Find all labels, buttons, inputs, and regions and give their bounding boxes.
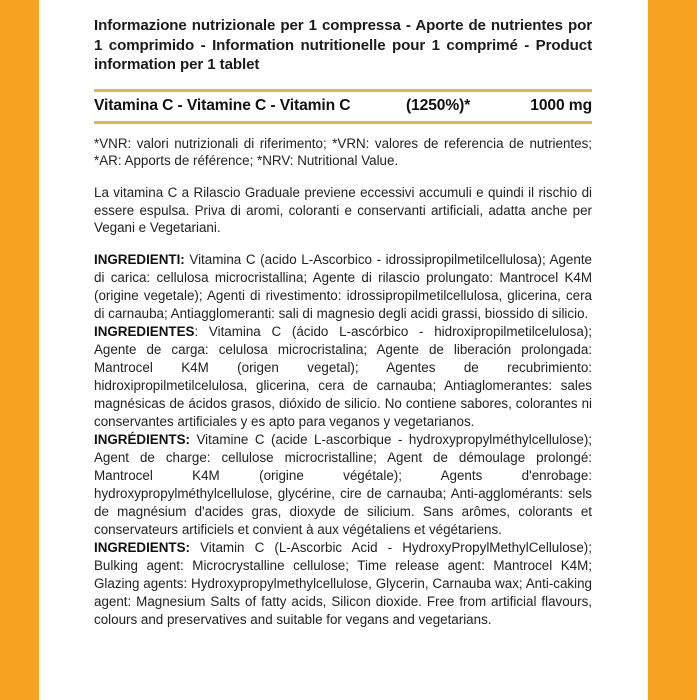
table-row (94, 97, 592, 115)
ingredients-label-spanish: INGREDIENTES (94, 324, 195, 340)
nutrient-percent-value: (1250%)* (406, 96, 471, 114)
reference-values-footnote: *VNR: valori nutrizionali di riferimento; *VRN: valores de referencia de nutrientes; *AR: Apports de référence; *NRV: Nutritional Value. (94, 135, 592, 169)
left-orange-band (0, 0, 39, 700)
nutrient-name: Vitamina C - Vitamine C - Vitamin C (94, 96, 351, 114)
ingredients-label-english: INGREDIENTS: (94, 540, 190, 556)
nutrient-table (94, 89, 592, 124)
ingredients-label-italian: INGREDIENTI: (94, 252, 185, 268)
page-title: Informazione nutrizionale per 1 compressa - Aporte de nutrientes por 1 comprimido - Information nutritionelle pour 1 comprimé - Product information per 1 tablet (94, 17, 592, 74)
nutrient-amount-value: 1000 mg (530, 96, 592, 114)
right-orange-band (648, 0, 697, 700)
product-description: La vitamina C a Rilascio Graduale previene eccessivi accumuli e quindi il rischio di essere espulsa. Priva di aromi, coloranti e conservanti artificiali, adatta anche per Vegani e Vegetariani. (94, 184, 592, 236)
ingredients-block-french (94, 431, 592, 538)
ingredients-section (94, 237, 592, 628)
ingredients-body-french: Vitamine C (acide L-ascorbique - hydroxypropylméthylcellulose); Agent de charge: cellulose microcristalline; Agent de démoulage prolongé: Mantrocel K4M (origine végétale); Agents d'enrobage: hydroxypropylméthylcellulose, glycérine, cire de carnauba; Anti-agglomérants: sels de magnésium d'acides gras, dioxyde de silicium. Sans arômes, colorants et conservateurs artificiels et convient à aux végétaliens et végétariens. (94, 432, 592, 537)
ingredients-body-spanish: : Vitamina C (ácido L-ascórbico - hidroxipropilmetilcelulosa); Agente de carga: celulosa microcristalina; Agente de liberación prolongada: Mantrocel K4M (origen vegetal); Agentes de recubrimiento: hidroxipropilmetilcelulosa, glicerina, cera de carnauba; Antiaglomerantes: sales magnésicas de ácidos grasos, dióxido de silicio. No contiene sabores, colorantes ni conservantes artificiales y es apto para veganos y vegetarianos. (94, 324, 592, 429)
ingredients-body-english: Vitamin C (L-Ascorbic Acid - HydroxyPropylMethylCellulose); Bulking agent: Microcrystalline cellulose; Time release agent: Mantrocel K4M; Glazing agents: Hydroxypropylmethylcellulose, Glycerin, Carnauba wax; Anti-caking agent: Magnesium Salts of fatty acids, Silicon dioxide. Free from artificial flavours, colours and preservatives and suitable for vegans and vegetarians. (94, 540, 592, 627)
ingredients-body-italian: Vitamina C (acido L-Ascorbico - idrossipropilmetilcellulosa); Agente di carica: cellulosa microcristallina; Agente di rilascio prolungato: Mantrocel K4M (origine vegetale); Agenti di rivestimento: idrossipropilmetilcellulosa, glicerina, cera di carnauba; Antiagglomeranti: sali di magnesio degli acidi grassi, biossido di silicio. (94, 252, 592, 321)
ingredients-block-english (94, 539, 592, 628)
ingredients-block-spanish (94, 323, 592, 430)
label-content (94, 0, 592, 700)
ingredients-label-french: INGRÉDIENTS: (94, 432, 190, 448)
ingredients-block-italian (94, 251, 592, 322)
